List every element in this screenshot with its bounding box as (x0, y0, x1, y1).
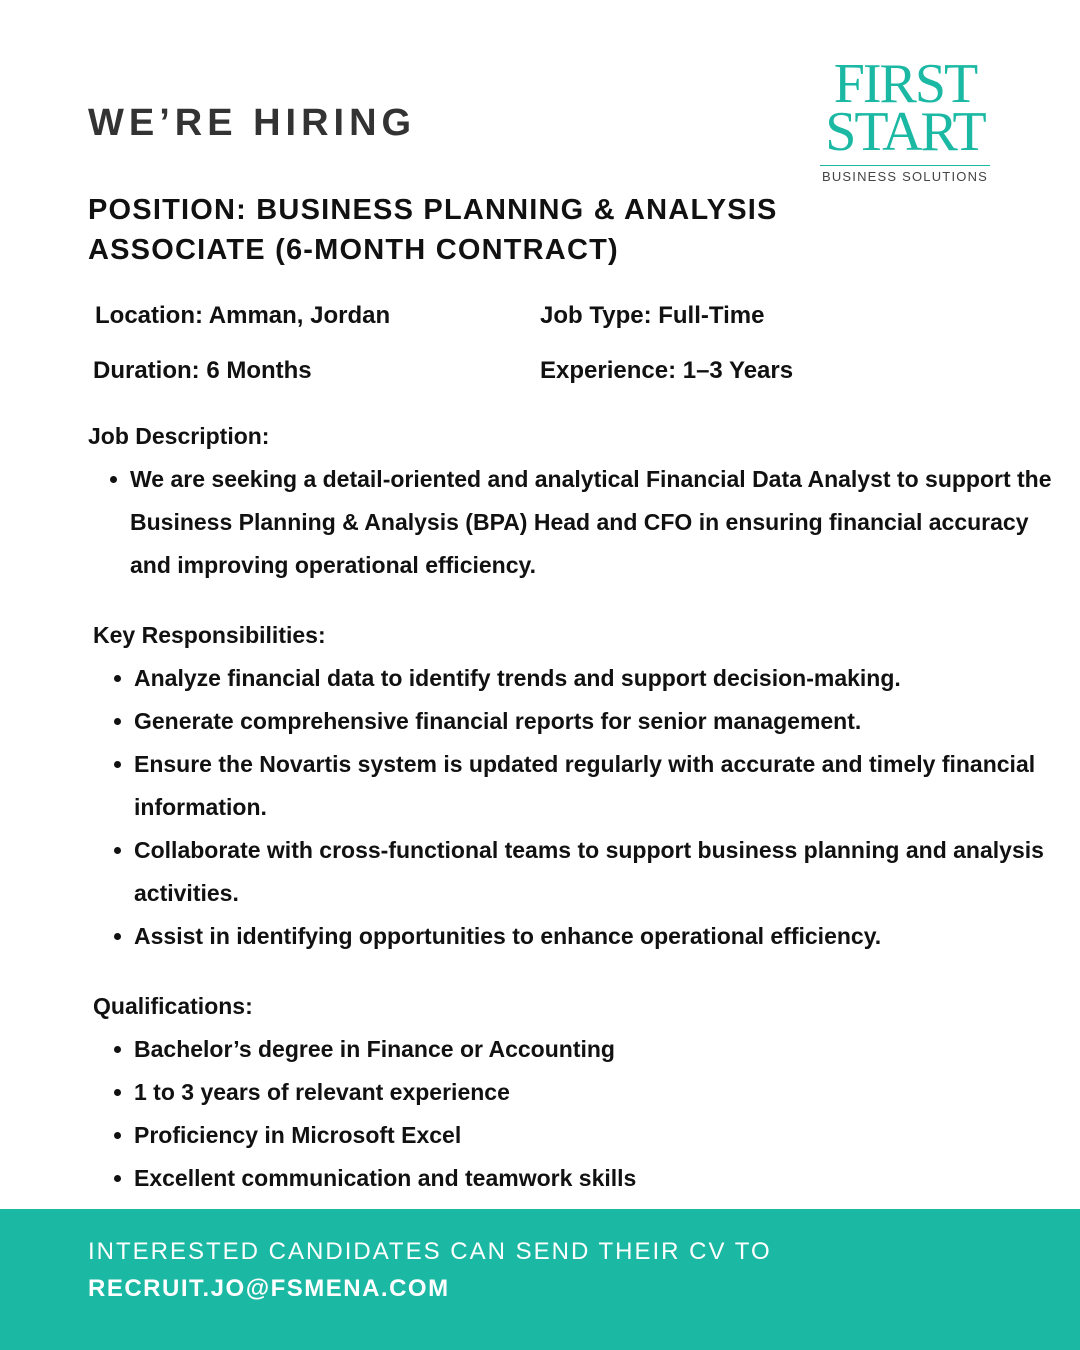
job-description-list (110, 458, 1060, 587)
qualification-item: Excellent communication and teamwork skills (114, 1157, 1064, 1200)
qualification-item: Proficiency in Microsoft Excel (114, 1114, 1064, 1157)
position-title-line-2: ASSOCIATE (6-MONTH CONTRACT) (88, 234, 619, 266)
contact-instruction: INTERESTED CANDIDATES CAN SEND THEIR CV TO (88, 1238, 772, 1265)
qualification-item: 1 to 3 years of relevant experience (114, 1071, 1064, 1114)
responsibility-item: Assist in identifying opportunities to enhance operational efficiency. (114, 915, 1064, 958)
job-description-heading: Job Description: (88, 423, 270, 449)
responsibility-item: Generate comprehensive financial reports for senior management. (114, 700, 1064, 743)
page-title: WE’RE HIRING (88, 102, 417, 144)
logo-divider (820, 165, 990, 166)
responsibilities-heading: Key Responsibilities: (93, 622, 326, 648)
duration-detail: Duration: 6 Months (93, 357, 312, 384)
experience-detail: Experience: 1–3 Years (540, 357, 794, 384)
responsibilities-list (114, 657, 1064, 958)
responsibility-item: Analyze financial data to identify trends and support decision-making. (114, 657, 1064, 700)
qualifications-list (114, 1028, 1064, 1200)
contact-banner (0, 1209, 1080, 1350)
position-title-line-1: POSITION: BUSINESS PLANNING & ANALYSIS (88, 194, 778, 226)
company-logo (818, 53, 992, 188)
responsibility-item: Ensure the Novartis system is updated regularly with accurate and timely financial information. (114, 743, 1064, 829)
job-description-item: We are seeking a detail-oriented and analytical Financial Data Analyst to support the Business Planning & Analysis (BPA) Head and CFO in ensuring financial accuracy and improving operational efficiency. (110, 458, 1060, 587)
qualification-item: Bachelor’s degree in Finance or Accounting (114, 1028, 1064, 1071)
logo-line-start: START (825, 101, 985, 163)
job-type-detail: Job Type: Full-Time (540, 302, 765, 329)
responsibility-item: Collaborate with cross-functional teams to support business planning and analysis activities. (114, 829, 1064, 915)
location-detail: Location: Amman, Jordan (95, 302, 391, 329)
logo-subtitle: BUSINESS SOLUTIONS (821, 169, 989, 184)
logo-line-first: FIRST (833, 53, 977, 115)
qualifications-heading: Qualifications: (93, 993, 253, 1019)
contact-email[interactable]: RECRUIT.JO@FSMENA.COM (88, 1275, 450, 1302)
position-title (88, 190, 778, 270)
